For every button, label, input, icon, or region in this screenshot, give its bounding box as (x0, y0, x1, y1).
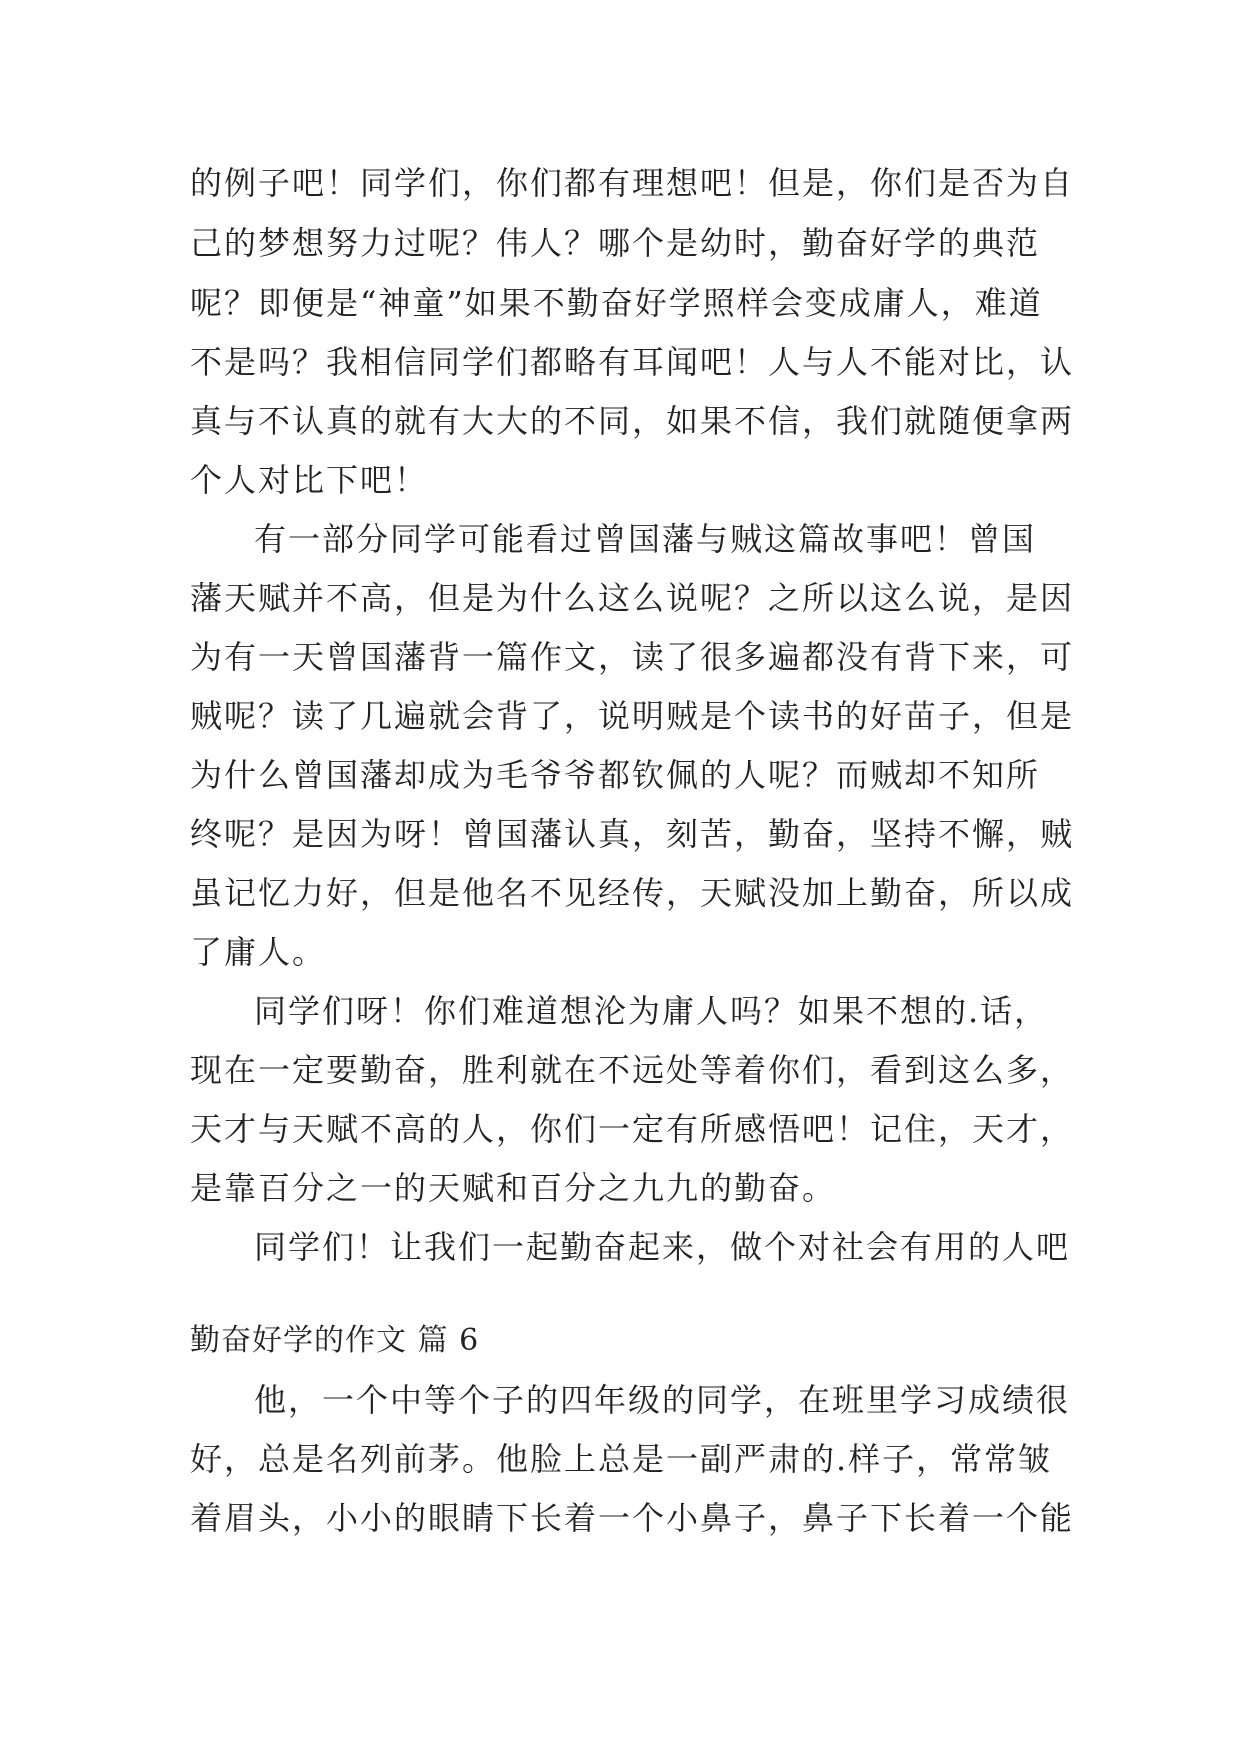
paragraph-line: 同学们呀！你们难道想沦为庸人吗？如果不想的.话， (254, 992, 1049, 1030)
paragraph-line: 为有一天曾国藩背一篇作文，读了很多遍都没有背下来，可 (190, 638, 1075, 676)
paragraph-line: 同学们！让我们一起勤奋起来，做个对社会有用的人吧 (254, 1228, 1071, 1266)
paragraph-line: 藩天赋并不高，但是为什么这么说呢？之所以这么说，是因 (190, 579, 1075, 617)
paragraph-line: 真与不认真的就有大大的不同，如果不信，我们就随便拿两 (190, 402, 1075, 440)
paragraph-line: 的例子吧！同学们，你们都有理想吧！但是，你们是否为自 (190, 164, 1075, 202)
paragraph-line: 个人对比下吧！ (190, 461, 429, 499)
paragraph-line: 天才与天赋不高的人，你们一定有所感悟吧！记住，天才， (190, 1110, 1075, 1148)
paragraph-line: 贼呢？读了几遍就会背了，说明贼是个读书的好苗子，但是 (190, 697, 1075, 735)
section-heading: 勤奋好学的作文 篇 6 (190, 1323, 480, 1358)
paragraph-line: 为什么曾国藩却成为毛爷爷都钦佩的人呢？而贼却不知所 (190, 756, 1041, 794)
paragraph-line: 有一部分同学可能看过曾国藩与贼这篇故事吧！曾国 (254, 520, 1037, 558)
paragraph-line: 好，总是名列前茅。他脸上总是一副严肃的.样子，常常皱 (190, 1440, 1053, 1478)
paragraph-line: 终呢？是因为呀！曾国藩认真，刻苦，勤奋，坚持不懈，贼 (190, 815, 1075, 853)
paragraph-line: 现在一定要勤奋，胜利就在不远处等着你们，看到这么多， (190, 1051, 1075, 1089)
paragraph-line: 虽记忆力好，但是他名不见经传，天赋没加上勤奋，所以成 (190, 874, 1075, 912)
paragraph-line: 不是吗？我相信同学们都略有耳闻吧！人与人不能对比，认 (190, 343, 1075, 381)
paragraph-line: 了庸人。 (190, 933, 327, 971)
paragraph-line: 他，一个中等个子的四年级的同学，在班里学习成绩很 (254, 1381, 1071, 1419)
paragraph-line: 是靠百分之一的天赋和百分之九九的勤奋。 (190, 1169, 837, 1207)
paragraph-line: 着眉头，小小的眼睛下长着一个小鼻子，鼻子下长着一个能 (190, 1499, 1075, 1537)
paragraph-line: 呢？即便是“神童”如果不勤奋好学照样会变成庸人，难道 (190, 284, 1043, 322)
paragraph-line: 己的梦想努力过呢？伟人？哪个是幼时，勤奋好学的典范 (190, 224, 1041, 262)
